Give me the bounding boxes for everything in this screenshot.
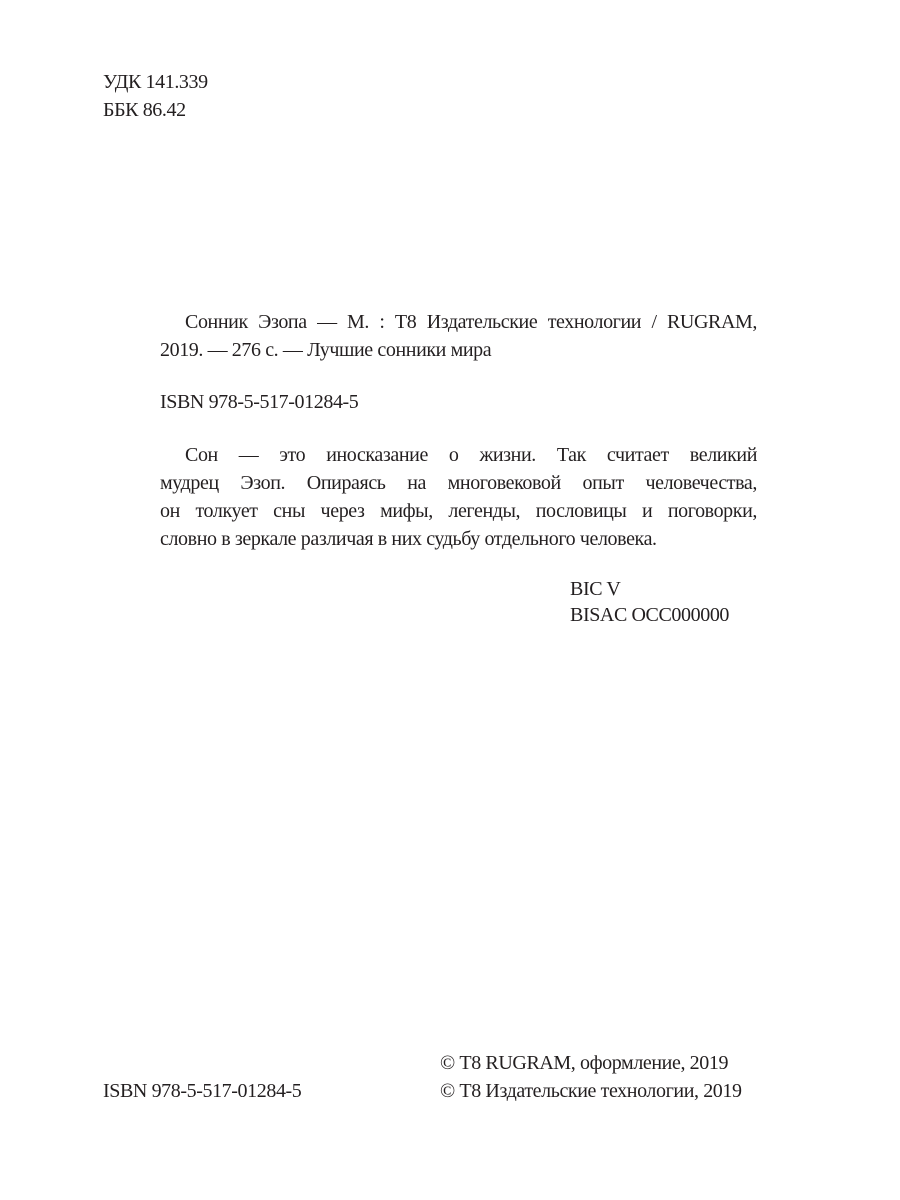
copyright-line: © Т8 RUGRAM, оформление, 2019 [440,1052,729,1074]
isbn-main: ISBN 978-5-517-01284-5 [160,391,359,413]
abstract-line: словно в зеркале различая в них судьбу отдельного человека. [160,528,657,550]
bisac-code: BISAC OCC000000 [570,604,730,626]
abstract [160,441,757,553]
abstract-line: мудрец Эзоп. Опираясь на многовековой опыт человечества, [160,472,757,494]
abstract-line: он толкует сны через мифы, легенды, пословицы и поговорки, [160,500,757,522]
udk-code: УДК 141.339 [103,71,208,93]
footer-isbn: ISBN 978-5-517-01284-5 [103,1080,302,1102]
bbk-code: ББК 86.42 [103,99,186,121]
abstract-line: Сон — это иносказание о жизни. Так считает великий [185,444,757,466]
copyright-line: © Т8 Издательские технологии, 2019 [440,1080,742,1102]
bibliographic-line: 2019. — 276 с. — Лучшие сонники мира [160,339,492,361]
bibliographic-record [160,308,757,364]
bic-code: BIC V [570,578,621,600]
bibliographic-line: Сонник Эзопа — М. : Т8 Издательские технологии / RUGRAM, [185,311,757,333]
